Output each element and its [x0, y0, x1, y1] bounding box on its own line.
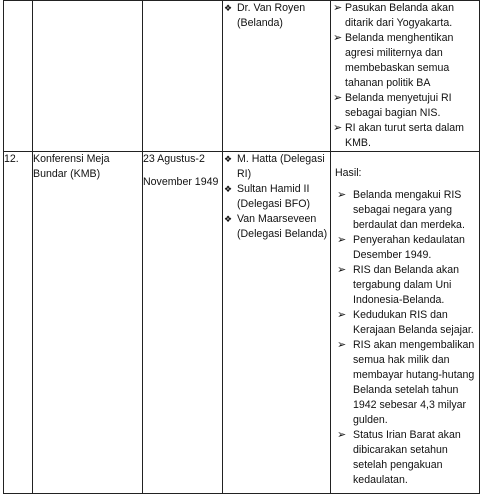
- date-cell: [143, 1, 223, 152]
- list-item: [335, 428, 477, 488]
- results-list: [335, 188, 477, 488]
- delegate-list: [223, 152, 330, 242]
- results-block: [331, 152, 479, 488]
- results-label: Hasil:: [335, 167, 362, 179]
- delegate-text: Sultan Hamid II (Delegasi BFO): [237, 183, 310, 210]
- diamond-bullet-icon: ❖: [224, 154, 233, 164]
- result-text: Penyerahan kedaulatan Desember 1949.: [353, 234, 465, 261]
- arrow-bullet-icon: ➢: [333, 122, 343, 134]
- row-number: 12.: [4, 152, 33, 494]
- arrow-bullet-icon: ➢: [333, 32, 343, 44]
- arrow-bullet-icon: ➢: [337, 189, 347, 201]
- result-text: RIS akan mengembalikan semua hak milik dan membayar hutang-hutang Belanda setelah tahun 1942 sebesar 4,3 milyar gulden.: [353, 339, 475, 426]
- result-text: Belanda mengakui RIS sebagai negara yang berdaulat dan merdeka.: [353, 189, 465, 231]
- date-cell: [143, 152, 223, 494]
- results-list: [331, 1, 479, 151]
- delegate-text: Van Maarseveen (Delegasi Belanda): [237, 213, 328, 240]
- list-item: [335, 308, 477, 338]
- list-item: [331, 1, 479, 31]
- results-cell: [331, 1, 480, 152]
- result-text: RIS dan Belanda akan tergabung dalam Uni Indonesia-Belanda.: [353, 264, 460, 306]
- arrow-bullet-icon: ➢: [337, 429, 347, 441]
- event-title: Konferensi Meja Bundar (KMB): [33, 152, 143, 494]
- delegates-cell: [223, 1, 331, 152]
- arrow-bullet-icon: ➢: [337, 264, 347, 276]
- arrow-bullet-icon: ➢: [337, 339, 347, 351]
- list-item: [223, 182, 330, 212]
- history-table: [3, 0, 480, 494]
- date-start: 23 Agustus-2: [143, 153, 205, 165]
- arrow-bullet-icon: ➢: [337, 234, 347, 246]
- list-item: [335, 338, 477, 428]
- results-cell: [331, 152, 480, 494]
- date-end: November 1949: [143, 176, 219, 188]
- result-text: Status Irian Barat akan dibicarakan setahun setelah pengakuan kedaulatan.: [353, 429, 461, 486]
- list-item: [335, 188, 477, 233]
- result-text: Belanda menghentikan agresi militernya dan membebaskan semua tahanan politik BA: [345, 32, 454, 89]
- result-text: Kedudukan RIS dan Kerajaan Belanda sejajar.: [353, 309, 474, 336]
- result-text: RI akan turut serta dalam KMB.: [345, 122, 464, 149]
- list-item: [331, 31, 479, 91]
- number-cell: [4, 1, 33, 152]
- arrow-bullet-icon: ➢: [337, 309, 347, 321]
- delegates-cell: [223, 152, 331, 494]
- result-text: Pasukan Belanda akan ditarik dari Yogyakarta.: [345, 2, 454, 29]
- list-item: [223, 152, 330, 182]
- table-row: [4, 152, 480, 494]
- list-item: [335, 233, 477, 263]
- diamond-bullet-icon: ❖: [224, 214, 233, 224]
- delegate-list: [223, 1, 330, 31]
- diamond-bullet-icon: ❖: [224, 184, 233, 194]
- arrow-bullet-icon: ➢: [333, 2, 343, 14]
- result-text: Belanda menyetujui RI sebagai bagian NIS.: [345, 92, 452, 119]
- arrow-bullet-icon: ➢: [333, 92, 343, 104]
- event-cell: [33, 1, 143, 152]
- list-item: [223, 212, 330, 242]
- list-item: [331, 121, 479, 151]
- table-row: [4, 1, 480, 152]
- list-item: [335, 263, 477, 308]
- diamond-bullet-icon: ❖: [224, 3, 233, 13]
- delegate-text: M. Hatta (Delegasi RI): [237, 153, 325, 180]
- list-item: [331, 91, 479, 121]
- list-item: [223, 1, 330, 31]
- delegate-text: Dr. Van Royen (Belanda): [237, 2, 306, 29]
